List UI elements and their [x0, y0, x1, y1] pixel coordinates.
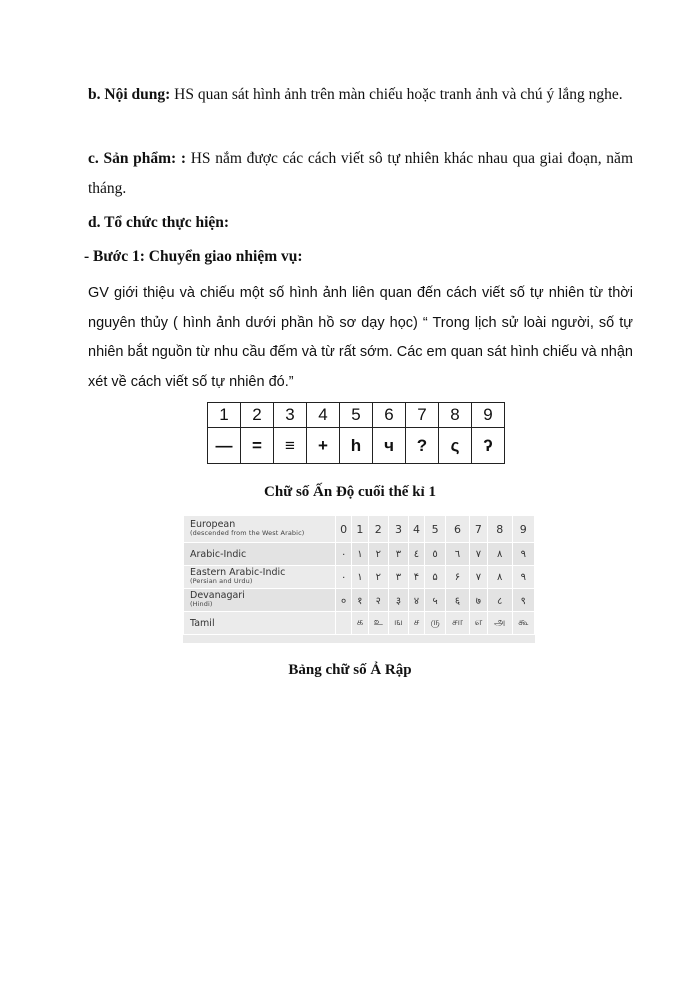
digit-cell: ३	[389, 589, 409, 612]
row-label-main: Eastern Arabic-Indic	[190, 567, 286, 578]
digit-cell: ۶	[446, 566, 470, 589]
glyph: =	[252, 435, 262, 455]
row-label-main: European	[190, 519, 236, 530]
section-c-text: HS nắm được các cách viết sô tự nhiên khác nhau qua giai đoạn, năm tháng.	[88, 150, 633, 197]
row-label-main: Tamil	[190, 617, 215, 629]
digit-cell: ٨	[487, 543, 512, 566]
digit-cell: 3	[389, 516, 409, 543]
table-row	[184, 543, 535, 566]
digit-cell: ७	[469, 589, 487, 612]
table-row	[184, 589, 535, 612]
step1-heading	[84, 242, 629, 272]
glyph-cell	[241, 428, 274, 464]
glyph-cell	[373, 428, 406, 464]
digit-cell: ८	[487, 589, 512, 612]
section-b-text: HS quan sát hình ảnh trên màn chiếu hoặc tranh ảnh và chú ý lắng nghe.	[170, 86, 623, 103]
digit-cell: 1	[352, 516, 368, 543]
row-label-sub: (descended from the West Arabic)	[190, 529, 305, 537]
digit-cell: ٧	[469, 566, 487, 589]
digit-cell: ٨	[487, 566, 512, 589]
row-label	[184, 543, 336, 566]
digit-cell: 8	[487, 516, 512, 543]
digit-cell: 7	[469, 516, 487, 543]
table-header-row	[184, 516, 535, 543]
section-c-label: c. Sản phẩm: :	[88, 150, 187, 167]
glyph-cell	[340, 428, 373, 464]
glyph: ?	[416, 435, 428, 455]
digit-cell: ९	[512, 589, 534, 612]
digit-cell: ரு	[425, 612, 446, 635]
indian-numerals-table	[207, 402, 505, 464]
row-label-sub: (Hindi)	[190, 600, 213, 608]
glyph-cell	[406, 428, 439, 464]
glyph-cell	[439, 428, 472, 464]
digit-cell: 5	[340, 403, 373, 428]
glyph: +	[318, 435, 328, 455]
digit-cell: க	[352, 612, 368, 635]
row-label-main: Arabic-Indic	[190, 548, 247, 560]
digit-cell: எ	[469, 612, 487, 635]
digit-cell: ٩	[512, 566, 534, 589]
digit-cell: உ	[368, 612, 388, 635]
section-c-paragraph	[88, 144, 633, 203]
digit-cell: 2	[368, 516, 388, 543]
digit-cell: ۴	[408, 566, 424, 589]
glyph-cell	[274, 428, 307, 464]
arabic-numerals-figure	[183, 515, 535, 643]
digit-cell: ١	[352, 566, 368, 589]
digit-cell: ச	[408, 612, 424, 635]
section-d-label: d. Tổ chức thực hiện:	[88, 214, 230, 231]
digit-cell	[336, 612, 352, 635]
digit-cell: ٩	[512, 543, 534, 566]
digit-cell: ٥	[425, 543, 446, 566]
digit-cell: ٣	[389, 543, 409, 566]
digit-cell: 8	[439, 403, 472, 428]
digit-cell: 5	[425, 516, 446, 543]
digit-cell: ۵	[425, 566, 446, 589]
intro-text: GV giới thiệu và chiếu một số hình ảnh liên quan đến cách viết số tự nhiên từ thời nguyên thủy ( hình ảnh dưới phần hồ sơ dạy học) “ Trong lịch sử loài người, số tự nhiên bắt nguồn từ nhu cầu đếm và từ rất sớm. Các em quan sát hình chiếu và nhận xét về cách viết số tự nhiên đó.”	[88, 285, 633, 390]
digit-cell: 4	[408, 516, 424, 543]
digit-cell: 7	[406, 403, 439, 428]
digit-cell: அ	[487, 612, 512, 635]
section-d-heading	[88, 208, 633, 238]
section-b-label: b. Nội dung:	[88, 86, 171, 103]
digit-cell: ٦	[446, 543, 470, 566]
glyph: —	[215, 435, 233, 455]
digit-cell: ६	[446, 589, 470, 612]
digit-cell: 9	[472, 403, 505, 428]
digit-cell: கூ	[512, 612, 534, 635]
digit-cell: २	[368, 589, 388, 612]
table-row	[184, 612, 535, 635]
digit-row	[208, 403, 505, 428]
row-label-main: Devanagari	[190, 590, 245, 601]
caption-indian-numerals: Chữ số Ấn Độ cuối thế kỉ 1	[264, 484, 436, 500]
intro-paragraph	[88, 279, 633, 397]
row-label	[184, 589, 336, 612]
glyph: ч	[384, 435, 394, 455]
caption-arabic-numerals: Bảng chữ số Ả Rập	[288, 662, 412, 678]
digit-cell: ٠	[336, 566, 352, 589]
digit-cell: ४	[408, 589, 424, 612]
row-label	[184, 566, 336, 589]
glyph: h	[350, 435, 362, 455]
digit-cell: 4	[307, 403, 340, 428]
glyph: ≡	[285, 435, 295, 455]
digit-cell: ٤	[408, 543, 424, 566]
digit-cell: 0	[336, 516, 352, 543]
digit-cell: 1	[208, 403, 241, 428]
digit-cell: ०	[336, 589, 352, 612]
digit-cell: ٣	[389, 566, 409, 589]
digit-cell: 6	[373, 403, 406, 428]
digit-cell: சா	[446, 612, 470, 635]
row-label-sub: (Persian and Urdu)	[190, 577, 253, 585]
glyph: ς	[450, 435, 460, 455]
digit-cell: 6	[446, 516, 470, 543]
digit-cell: ٠	[336, 543, 352, 566]
digit-cell: ٧	[469, 543, 487, 566]
digit-cell: ங	[389, 612, 409, 635]
glyph-cell	[472, 428, 505, 464]
row-label	[184, 612, 336, 635]
glyph: ʔ	[483, 435, 493, 455]
glyph-cell	[307, 428, 340, 464]
digit-cell: 3	[274, 403, 307, 428]
digit-cell: 9	[512, 516, 534, 543]
table-row	[184, 566, 535, 589]
glyph-row	[208, 428, 505, 464]
digit-cell: ٢	[368, 543, 388, 566]
row-label	[184, 516, 336, 543]
arabic-numerals-table	[183, 515, 535, 635]
digit-cell: 2	[241, 403, 274, 428]
glyph-cell	[208, 428, 241, 464]
digit-cell: १	[352, 589, 368, 612]
digit-cell: ५	[425, 589, 446, 612]
step1-label: - Bước 1: Chuyển giao nhiệm vụ:	[84, 248, 303, 265]
digit-cell: ١	[352, 543, 368, 566]
section-b-paragraph	[88, 80, 633, 110]
digit-cell: ٢	[368, 566, 388, 589]
